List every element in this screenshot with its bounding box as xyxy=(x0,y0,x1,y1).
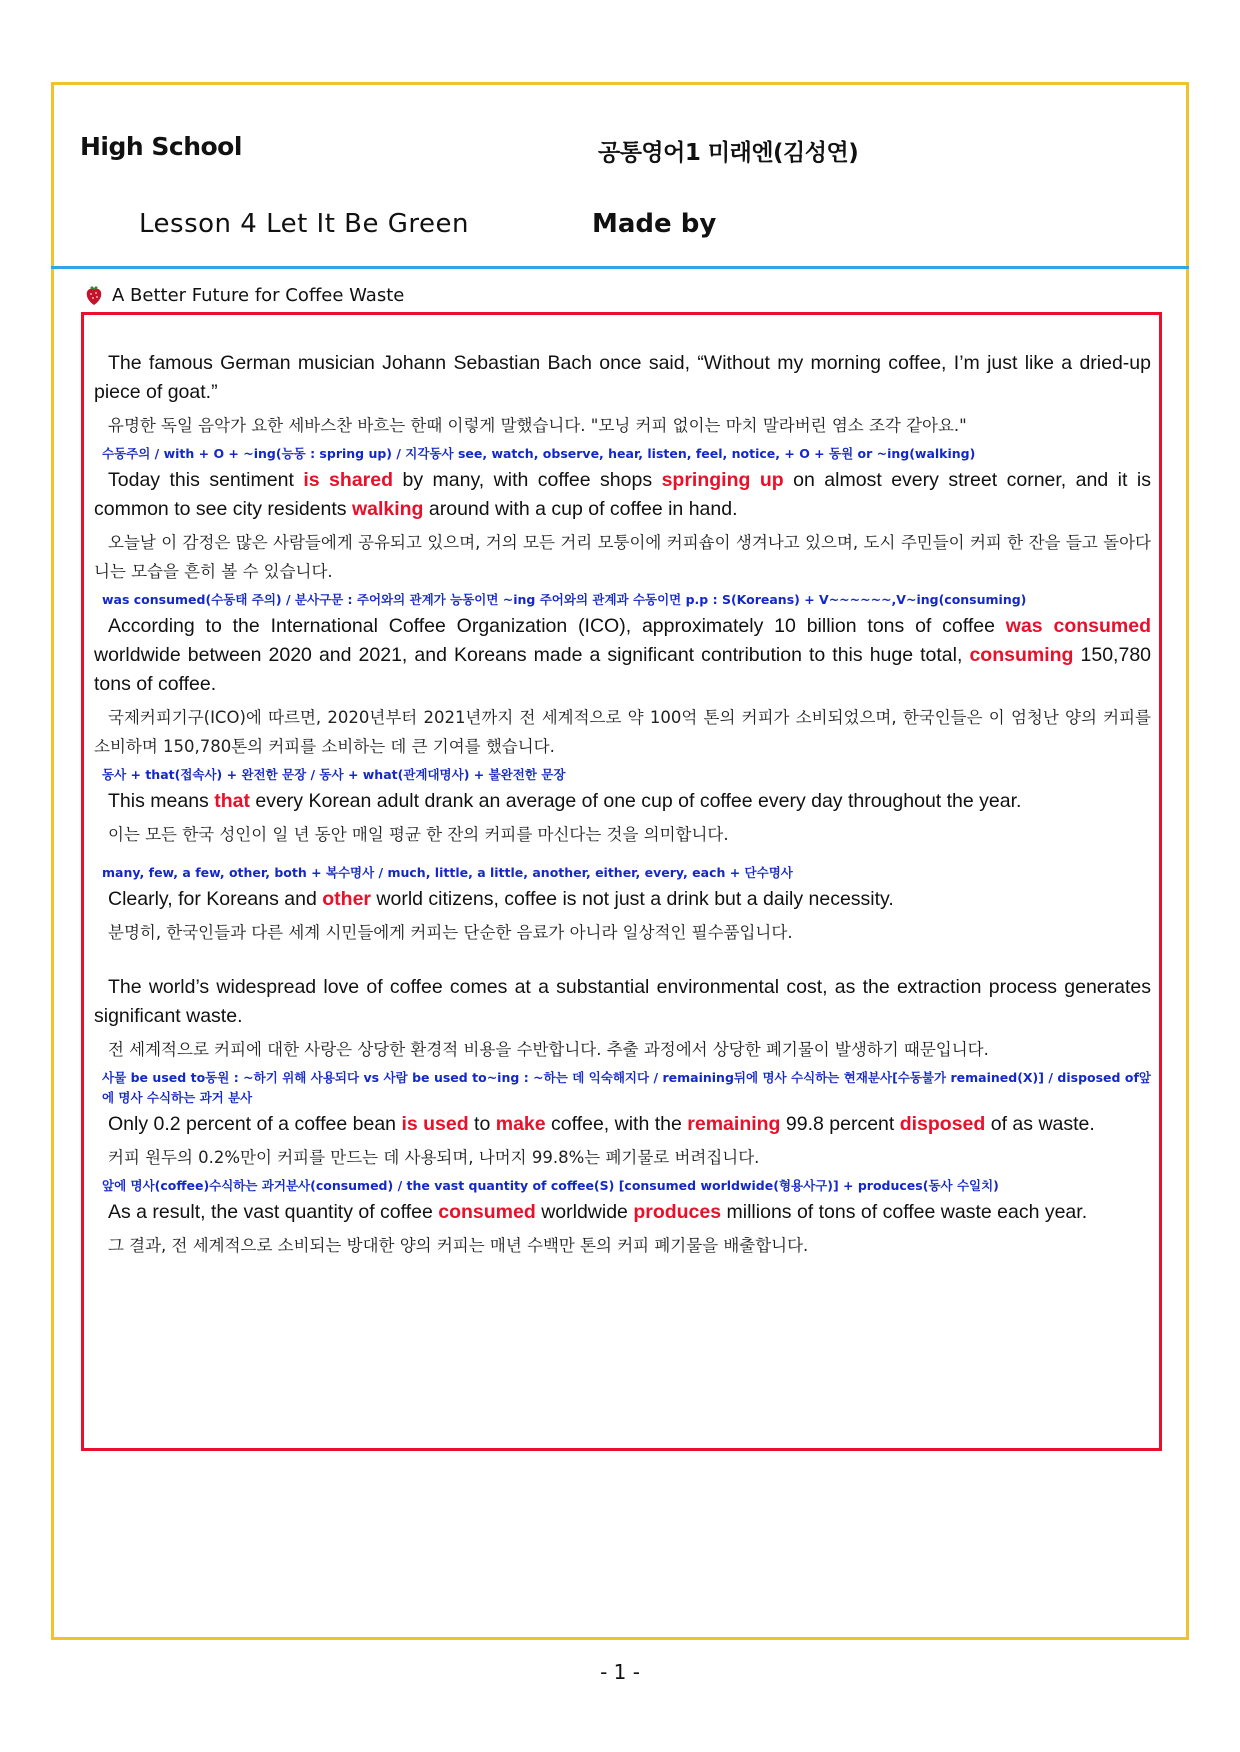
passage-ko-5: 분명히, 한국인들과 다른 세계 시민들에게 커피는 단순한 음료가 아니라 일상적인 필수품입니다. xyxy=(108,923,793,942)
highlight-phrase: remaining xyxy=(687,1113,781,1135)
page-number: - 1 - xyxy=(600,1660,640,1684)
passage-ko-7: 커피 원두의 0.2%만이 커피를 만드는 데 사용되며, 나머지 99.8%는 폐기물로 버려집니다. xyxy=(108,1148,760,1167)
grammar-note-4: 동사 + that(접속사) + 완전한 문장 / 동사 + what(관계대명사) + 불완전한 문장 xyxy=(102,767,566,782)
passage-en-2: Today this sentiment is shared by many, with coffee shops springing up on almost every street corner, and it is common to see city residents walking around with a cup of coffee in hand. xyxy=(94,469,1151,520)
highlight-phrase: consuming xyxy=(969,644,1074,666)
passage-en-5: Clearly, for Koreans and other world citizens, coffee is not just a drink but a daily necessity. xyxy=(108,888,894,910)
highlight-phrase: make xyxy=(495,1113,546,1135)
grammar-note-8: 앞에 명사(coffee)수식하는 과거분사(consumed) / the vast quantity of coffee(S) [consumed worldwide(형용사구)] + produces(동사 수일치) xyxy=(102,1178,999,1193)
passage-en-6: The world’s widespread love of coffee comes at a substantial environmental cost, as the extraction process generates significant waste. xyxy=(94,976,1151,1027)
course-label: 공통영어1 미래엔(김성연) xyxy=(598,140,859,166)
passage-ko-6: 전 세계적으로 커피에 대한 사랑은 상당한 환경적 비용을 수반합니다. 추출 과정에서 상당한 폐기물이 발생하기 때문입니다. xyxy=(108,1040,989,1059)
passage-en-8: As a result, the vast quantity of coffee consumed worldwide produces millions of tons of coffee waste each year. xyxy=(108,1201,1088,1223)
passage-en-7: Only 0.2 percent of a coffee bean is used to make coffee, with the remaining 99.8 percent disposed of as waste. xyxy=(108,1113,1095,1135)
strawberry-icon xyxy=(84,284,104,306)
highlight-phrase: walking xyxy=(351,498,424,520)
highlight-phrase: was consumed xyxy=(1005,615,1151,637)
highlight-phrase: springing up xyxy=(661,469,784,491)
passage-en-3: According to the International Coffee Organization (ICO), approximately 10 billion tons of coffee was consumed worldwide between 2020 and 2021, and Koreans made a significant contribution to this huge total, consuming 150,780 tons of coffee. xyxy=(94,615,1152,695)
made-by-label: Made by xyxy=(592,209,717,239)
grammar-note-2: 수동주의 / with + O + ~ing(능동 : spring up) / 지각동사 see, watch, observe, hear, listen, feel, notice, + O + 동원 or ~ing(walking) xyxy=(102,446,976,461)
highlight-phrase: consumed xyxy=(438,1201,536,1223)
passage-en-4: This means that every Korean adult drank an average of one cup of coffee every day throughout the year. xyxy=(108,790,1022,812)
passage-ko-2: 오늘날 이 감정은 많은 사람들에게 공유되고 있으며, 거의 모든 거리 모퉁이에 커피숍이 생겨나고 있으며, 도시 주민들이 커피 한 잔을 들고 돌아다니는 모습을 흔히 볼 수 있습니다. xyxy=(94,533,1151,581)
grammar-note-3: was consumed(수동태 주의) / 분사구문 : 주어와의 관계가 능동이면 ~ing 주어와의 관계과 수동이면 p.p : S(Koreans) + V~~~~~~,V~ing(consuming) xyxy=(102,592,1027,607)
school-label: High School xyxy=(80,132,242,161)
passage-en-1: The famous German musician Johann Sebastian Bach once said, “Without my morning coffee, I’m just like a dried-up piece of goat.” xyxy=(94,352,1151,403)
passage-ko-1: 유명한 독일 음악가 요한 세바스찬 바흐는 한때 이렇게 말했습니다. "모닝 커피 없이는 마치 말라버린 염소 조각 같아요." xyxy=(108,416,967,435)
section-heading xyxy=(84,284,404,306)
highlight-phrase: other xyxy=(322,888,371,910)
highlight-phrase: that xyxy=(214,790,250,812)
passage-ko-4: 이는 모든 한국 성인이 일 년 동안 매일 평균 한 잔의 커피를 마신다는 것을 의미합니다. xyxy=(108,825,729,844)
highlight-phrase: produces xyxy=(633,1201,722,1223)
highlight-phrase: is used xyxy=(401,1113,469,1135)
header-divider xyxy=(51,266,1189,269)
passage-ko-8: 그 결과, 전 세계적으로 소비되는 방대한 양의 커피는 매년 수백만 톤의 커피 폐기물을 배출합니다. xyxy=(108,1236,809,1255)
highlight-phrase: disposed xyxy=(899,1113,986,1135)
highlight-phrase: is shared xyxy=(303,469,394,491)
section-title: A Better Future for Coffee Waste xyxy=(112,284,405,306)
reading-passage xyxy=(81,312,1162,1451)
lesson-title: Lesson 4 Let It Be Green xyxy=(139,209,470,239)
grammar-note-7: 사물 be used to동원 : ~하기 위해 사용되다 vs 사람 be used to~ing : ~하는 데 익숙해지다 / remaining뒤에 명사 수식하는 현재분사[수동불가 remained(X)] / disposed of앞에 명사 수식하는 과거 분사 xyxy=(102,1070,1151,1105)
grammar-note-5: many, few, a few, other, both + 복수명사 / much, little, a little, another, either, every, each + 단수명사 xyxy=(102,865,793,880)
passage-ko-3: 국제커피기구(ICO)에 따르면, 2020년부터 2021년까지 전 세계적으로 약 100억 톤의 커피가 소비되었으며, 한국인들은 이 엄청난 양의 커피를 소비하며 150,780톤의 커피를 소비하는 데 큰 기여를 했습니다. xyxy=(94,708,1151,756)
